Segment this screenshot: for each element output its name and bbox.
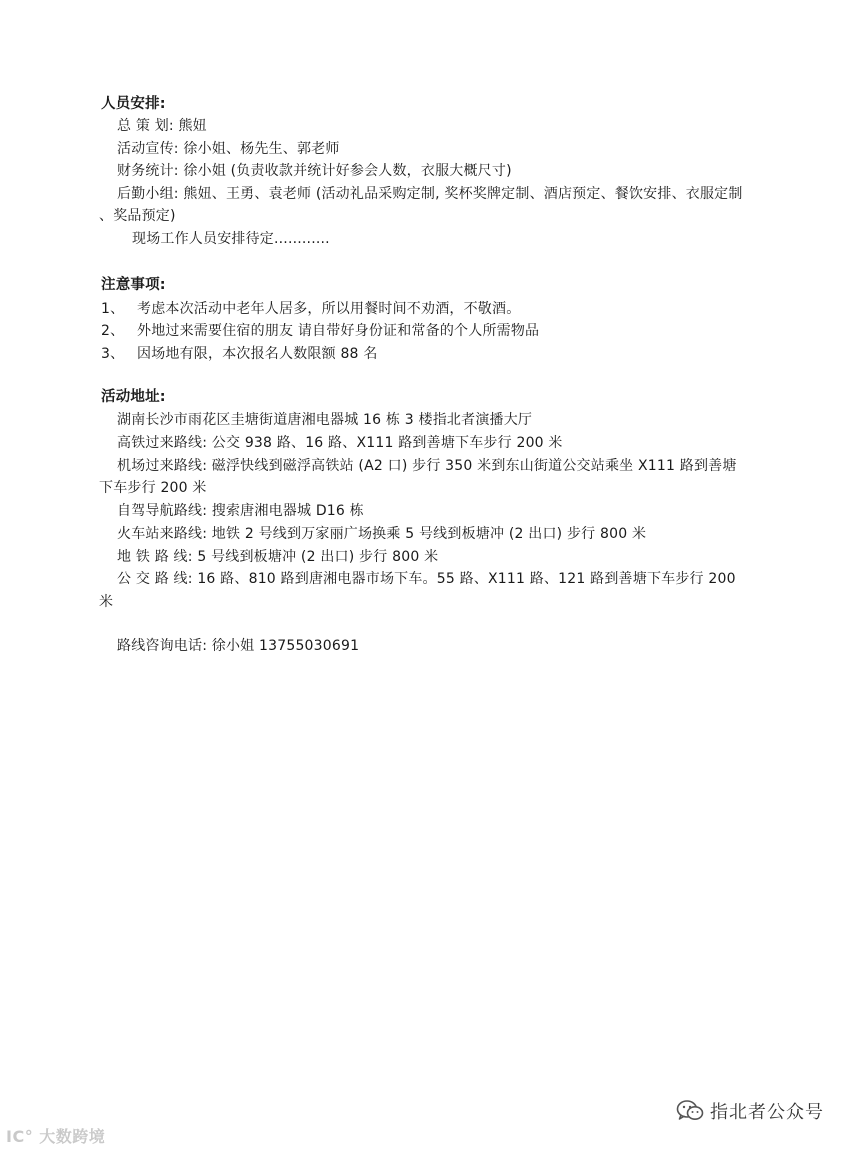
section-heading-personnel: 人员安排: <box>101 96 166 112</box>
watermark-right <box>676 1098 824 1124</box>
wechat-icon <box>676 1099 704 1123</box>
note-text-1: 考虑本次活动中老年人居多，所以用餐时间不劝酒，不敬酒。 <box>137 301 521 317</box>
personnel-line-logistics-cont: 、奖品预定) <box>99 208 176 224</box>
section-heading-notes: 注意事项: <box>101 277 166 293</box>
address-line-airport: 机场过来路线: 磁浮快线到磁浮高铁站 (A2 口) 步行 350 米到东山街道公交站乘坐 X111 路到善塘 <box>117 458 737 474</box>
address-line-bus-cont: 米 <box>99 594 114 610</box>
address-line-train-station: 火车站来路线: 地铁 2 号线到万家丽广场换乘 5 号线到板塘冲 (2 出口) 步行 800 米 <box>117 526 647 542</box>
note-text-2: 外地过来需要住宿的朋友 请自带好身份证和常备的个人所需物品 <box>137 323 540 339</box>
personnel-line-logistics: 后勤小组: 熊妞、王勇、袁老师 (活动礼品采购定制, 奖杯奖牌定制、酒店预定、餐饮安排、衣服定制 <box>117 186 743 202</box>
note-number-1: 1、 <box>101 301 125 317</box>
address-line-airport-cont: 下车步行 200 米 <box>99 480 207 496</box>
personnel-line-finance: 财务统计: 徐小姐 (负责收款并统计好参会人数，衣服大概尺寸) <box>117 163 512 179</box>
address-line-bus: 公 交 路 线: 16 路、810 路到唐湘电器市场下车。55 路、X111 路、121 路到善塘下车步行 200 <box>117 571 736 587</box>
address-line-metro: 地 铁 路 线: 5 号线到板塘冲 (2 出口) 步行 800 米 <box>117 549 439 565</box>
note-text-3: 因场地有限，本次报名人数限额 88 名 <box>137 346 378 362</box>
note-number-2: 2、 <box>101 323 125 339</box>
address-line-venue: 湖南长沙市雨花区圭塘街道唐湘电器城 16 栋 3 楼指北者演播大厅 <box>117 412 533 428</box>
note-number-3: 3、 <box>101 346 125 362</box>
personnel-line-onsite: 现场工作人员安排待定............ <box>132 231 330 247</box>
watermark-left: IC° 大数跨境 <box>6 1127 106 1146</box>
personnel-line-publicity: 活动宣传: 徐小姐、杨先生、郭老师 <box>117 141 340 157</box>
address-line-self-drive: 自驾导航路线: 搜索唐湘电器城 D16 栋 <box>117 503 364 519</box>
address-hotline: 路线咨询电话: 徐小姐 13755030691 <box>117 638 360 654</box>
section-heading-address: 活动地址: <box>101 389 166 405</box>
watermark-right-text: 指北者公众号 <box>710 1102 824 1123</box>
address-line-highspeed-rail: 高铁过来路线: 公交 938 路、16 路、X111 路到善塘下车步行 200 米 <box>117 435 563 451</box>
personnel-line-chief-planner: 总 策 划: 熊妞 <box>117 118 207 134</box>
